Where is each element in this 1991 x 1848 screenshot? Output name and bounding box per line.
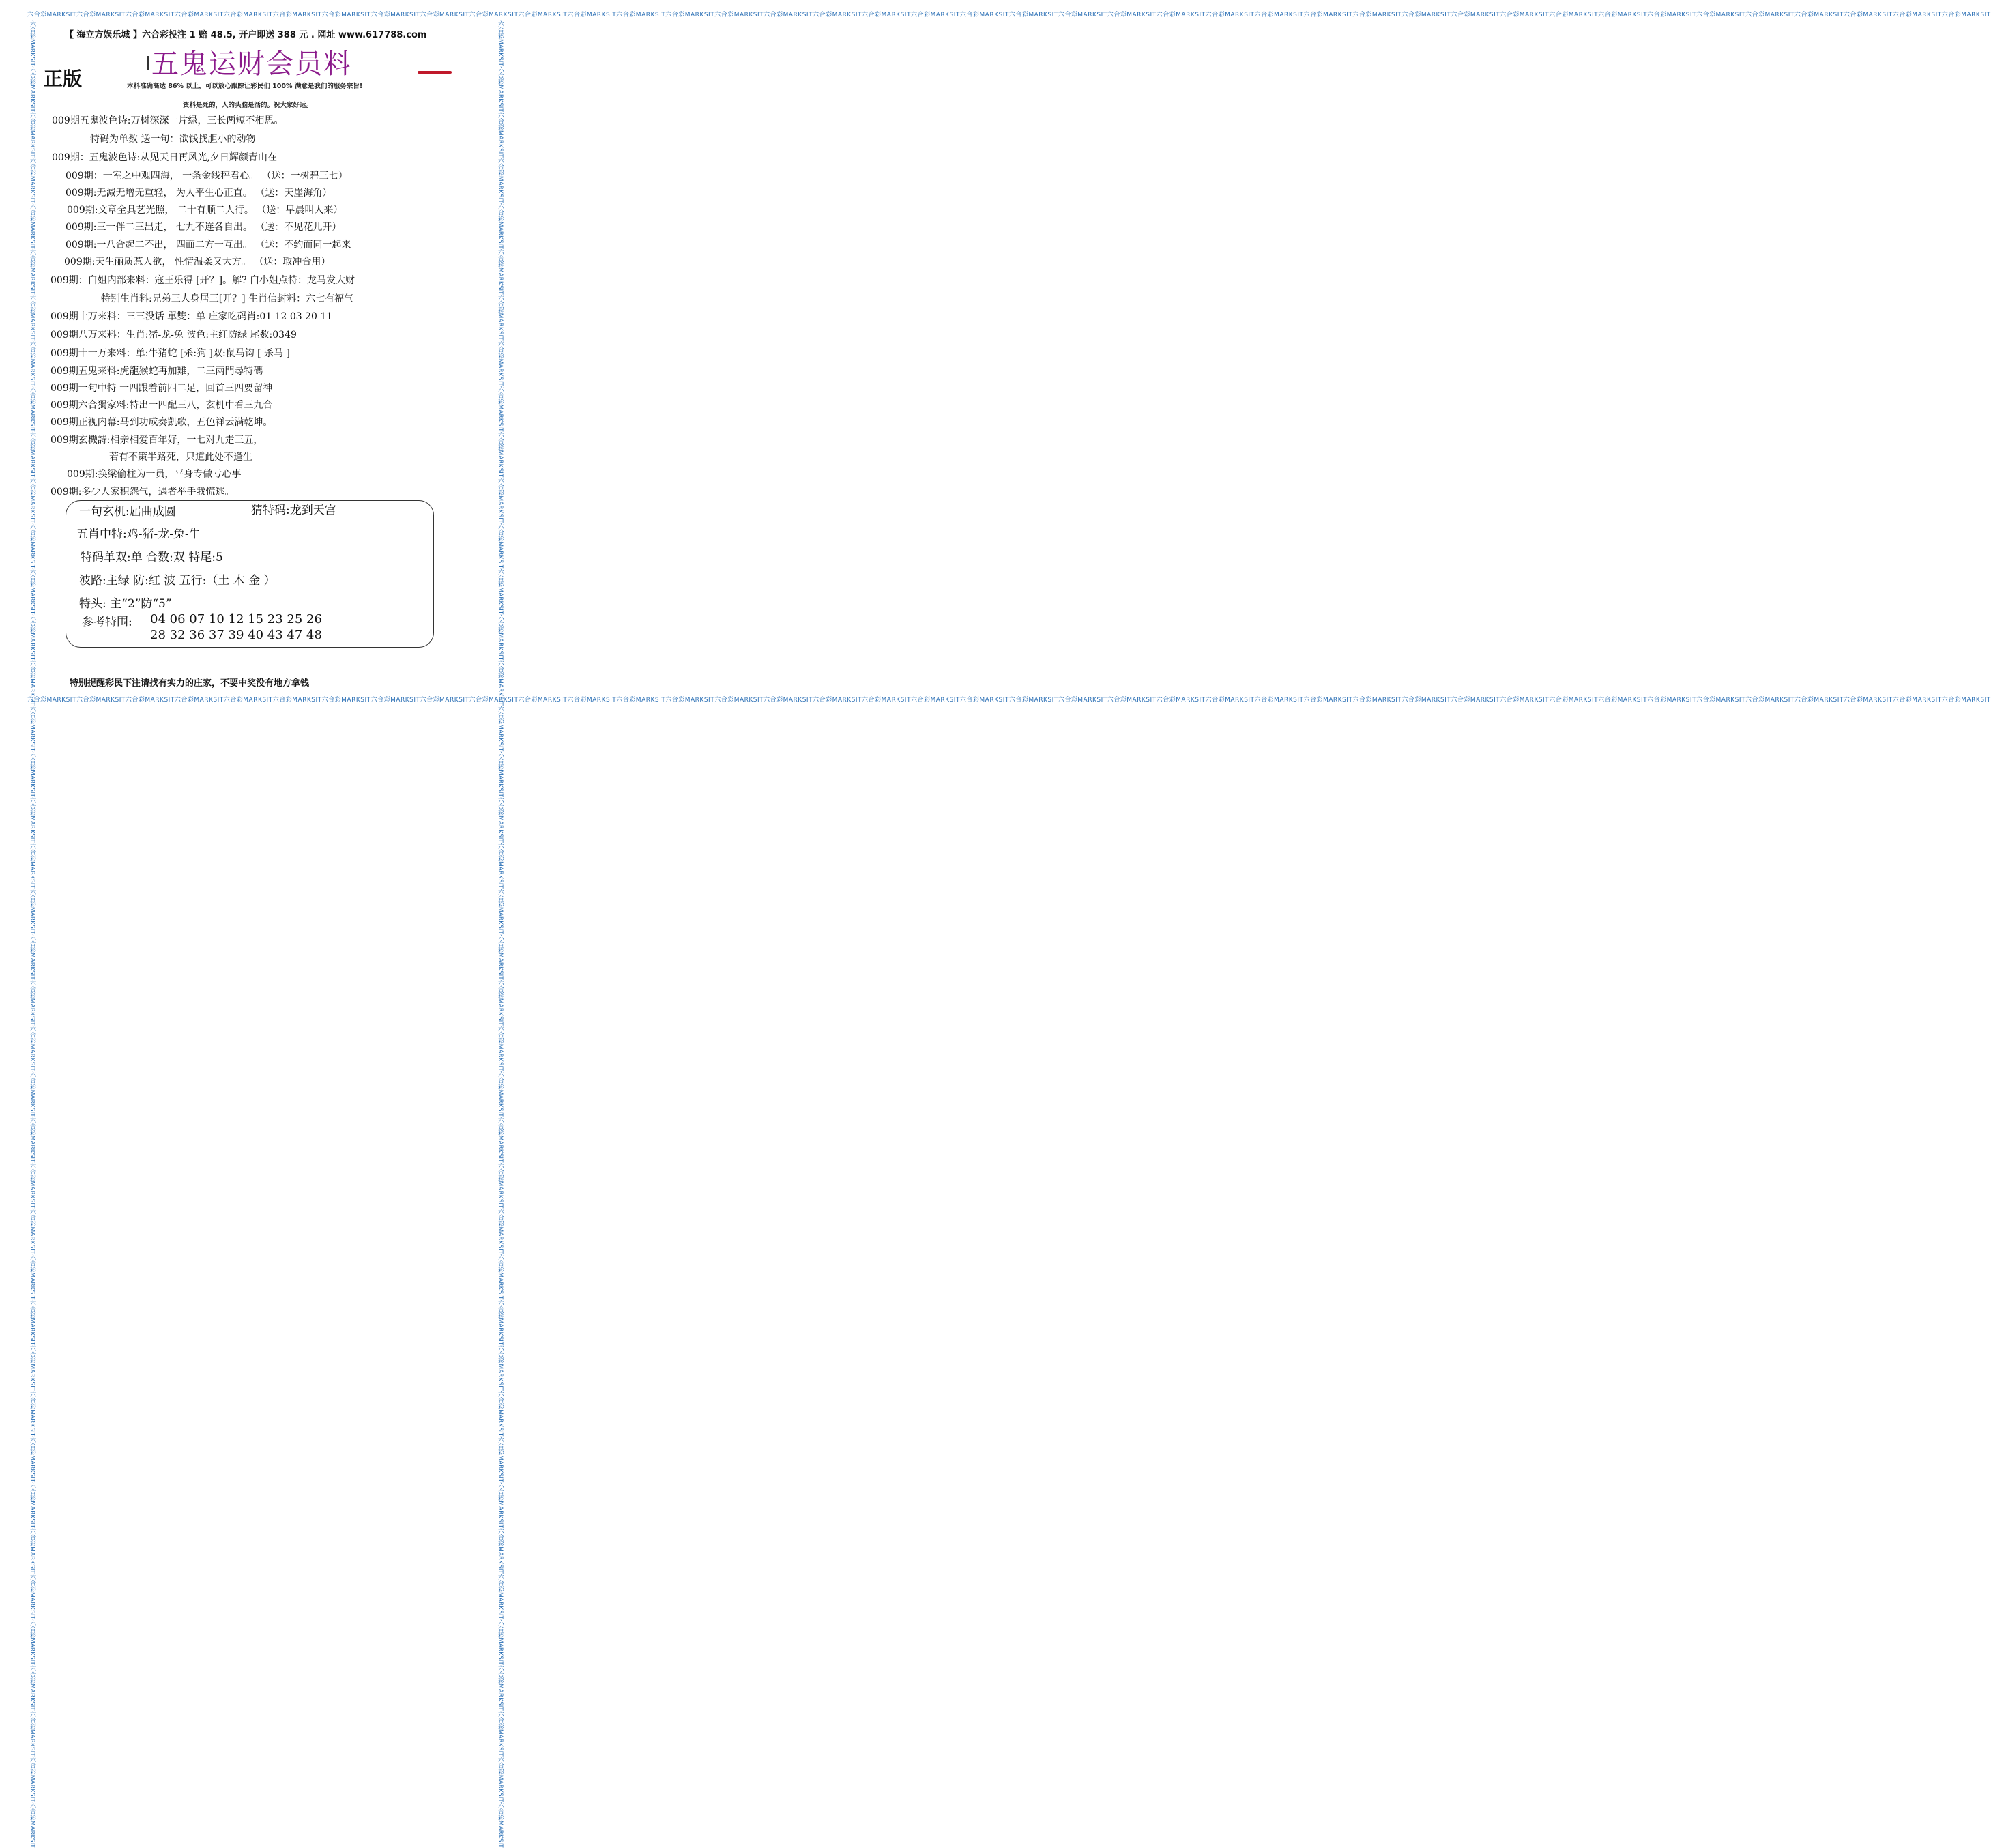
line: 特码为单数 送一句：欲钱找胆小的动物 [90,134,256,145]
genuine-badge: 正版 [44,68,83,90]
top-ad: 【 海立方娱乐城 】六合彩投注 1 赔 48.5, 开户即送 388 元 . 网址 www.617788.com [65,30,427,40]
line: 009期:换梁偷柱为一员，平身专做亏心事 [67,469,242,480]
line: 009期:一八合起二不出， 四面二方一互出。 （送：不约而同一起来 [66,240,351,250]
border-top: 六合彩MARKSIT六合彩MARKSIT六合彩MARKSIT六合彩MARKSIT六合彩MARKSIT六合彩MARKSIT六合彩MARKSIT六合彩MARKSIT六合彩MARKSIT六合彩MARKSIT六合彩MARKSIT六合彩MARKSIT六合彩MARKSIT六合彩MARKSIT六合彩MARKSIT六合彩MARKSIT六合彩MARKSIT六合彩MARKSIT六合彩MARKSIT六合彩MARKSIT六合彩MARKSIT六合彩MARKSIT六合彩MARKSIT六合彩MARKSIT六合彩MARKSIT六合彩MARKSIT六合彩MARKSIT六合彩MARKSIT六合彩MARKSIT六合彩MARKSIT六合彩MARKSIT六合彩MARKSIT六合彩MARKSIT六合彩MARKSIT六合彩MARKSIT六合彩MARKSIT六合彩MARKSIT六合彩MARKSIT六合彩MARKSIT六合彩MARKSIT [27,12,1991,18]
line: 009期五鬼波色诗:万树深深一片绿，三长两短不相思。 [52,115,284,126]
box-wuxiao: 五肖中特:鸡-猪-龙-兔-牛 [76,528,201,541]
box-caite: 猜特码:龙到天宫 [251,504,336,517]
box-tetou: 特头: 主“2”防“5” [79,597,172,611]
border-right: 六合彩MARKSIT六合彩MARKSIT六合彩MARKSIT六合彩MARKSIT六合彩MARKSIT六合彩MARKSIT六合彩MARKSIT六合彩MARKSIT六合彩MARKSIT六合彩MARKSIT六合彩MARKSIT六合彩MARKSIT六合彩MARKSIT六合彩MARKSIT六合彩MARKSIT六合彩MARKSIT六合彩MARKSIT六合彩MARKSIT六合彩MARKSIT六合彩MARKSIT六合彩MARKSIT六合彩MARKSIT六合彩MARKSIT六合彩MARKSIT六合彩MARKSIT六合彩MARKSIT六合彩MARKSIT六合彩MARKSIT六合彩MARKSIT六合彩MARKSIT六合彩MARKSIT六合彩MARKSIT六合彩MARKSIT六合彩MARKSIT六合彩MARKSIT六合彩MARKSIT六合彩MARKSIT六合彩MARKSIT六合彩MARKSIT六合彩MARKSIT [497,20,504,1848]
slogan-luck: 资料是死的，人的头脑是活的。祝大家好运。 [183,102,313,109]
line: 009期玄機詩:相亲相爱百年好，一七对九走三五， [50,435,263,446]
red-swoosh [418,71,452,74]
slogan-accuracy: 本料准确高达 86% 以上，可以放心跟踪让彩民们 100% 满意是我们的服务宗旨! [127,83,363,90]
box-cankao-label: 参考特围: [82,616,132,629]
line: 009期十一万来料：单:牛猪蛇 [杀:狗 ]双:鼠马钩 [ 杀马 ] [50,348,290,359]
box-cankao-row2: 28 32 36 37 39 40 43 47 48 [150,628,322,642]
box-bolu: 波路:主绿 防:红 波 五行:（土 木 金 ） [79,574,276,588]
line: 009期六合獨家料:特出一四配三八，玄机中看三九合 [50,400,273,411]
border-left: 六合彩MARKSIT六合彩MARKSIT六合彩MARKSIT六合彩MARKSIT六合彩MARKSIT六合彩MARKSIT六合彩MARKSIT六合彩MARKSIT六合彩MARKSIT六合彩MARKSIT六合彩MARKSIT六合彩MARKSIT六合彩MARKSIT六合彩MARKSIT六合彩MARKSIT六合彩MARKSIT六合彩MARKSIT六合彩MARKSIT六合彩MARKSIT六合彩MARKSIT六合彩MARKSIT六合彩MARKSIT六合彩MARKSIT六合彩MARKSIT六合彩MARKSIT六合彩MARKSIT六合彩MARKSIT六合彩MARKSIT六合彩MARKSIT六合彩MARKSIT六合彩MARKSIT六合彩MARKSIT六合彩MARKSIT六合彩MARKSIT六合彩MARKSIT六合彩MARKSIT六合彩MARKSIT六合彩MARKSIT六合彩MARKSIT六合彩MARKSIT [29,20,35,1848]
line: 009期:天生丽质惹人欲， 性情温柔又大方。 （送：取冲合用） [64,257,331,268]
line: 009期十万来料：三三没话 單雙：单 庄家吃码肖:01 12 03 20 11 [50,311,333,322]
box-xuanji: 一句玄机:屈曲成圆 [79,505,176,519]
footer-reminder: 特别提醒彩民下注请找有实力的庄家，不要中奖没有地方拿钱 [70,678,310,689]
box-danshuang: 特码单双:单 合数:双 特尾:5 [81,551,223,564]
line: 009期:多少人家积怨气，遇者举手我慌逃。 [50,487,235,497]
line: 009期：白姐内部来料：寇王乐得 [开？]。解? 白小姐点特：龙马发大财 [50,275,355,286]
line: 009期：五鬼波色诗:从见天日再风光,夕日辉颜青山在 [52,152,277,163]
line: 009期:三一伴二三出走， 七九不连各自出。 （送：不见花儿开） [66,222,342,233]
line: 009期:无減无增无重轻， 为人平生心正直。 （送：天崖海角） [66,188,332,199]
line: 009期:文章全具艺光照， 二十有顺二人行。 （送：早晨叫人来） [67,205,343,216]
line: 009期：一室之中观四海， 一条金线秤君心。 （送：一树碧三七） [66,171,348,182]
box-cankao-row1: 04 06 07 10 12 15 23 25 26 [150,612,322,626]
line: 009期正视内幕:马到功成奏凱歌，五色祥云满乾坤。 [50,417,273,428]
page-title: 五鬼运财会员料 [151,48,352,80]
line: 009期一句中特 一四跟着前四二足，回首三四要留神 [50,383,273,394]
line: 009期五鬼来料:虎龍猴蛇再加雞，二三兩門尋特碼 [50,366,263,377]
line: 特别生肖料:兄弟三人身居三[开？] 生肖信封料：六七有福气 [101,293,354,304]
border-bottom: 六合彩MARKSIT六合彩MARKSIT六合彩MARKSIT六合彩MARKSIT六合彩MARKSIT六合彩MARKSIT六合彩MARKSIT六合彩MARKSIT六合彩MARKSIT六合彩MARKSIT六合彩MARKSIT六合彩MARKSIT六合彩MARKSIT六合彩MARKSIT六合彩MARKSIT六合彩MARKSIT六合彩MARKSIT六合彩MARKSIT六合彩MARKSIT六合彩MARKSIT六合彩MARKSIT六合彩MARKSIT六合彩MARKSIT六合彩MARKSIT六合彩MARKSIT六合彩MARKSIT六合彩MARKSIT六合彩MARKSIT六合彩MARKSIT六合彩MARKSIT六合彩MARKSIT六合彩MARKSIT六合彩MARKSIT六合彩MARKSIT六合彩MARKSIT六合彩MARKSIT六合彩MARKSIT六合彩MARKSIT六合彩MARKSIT六合彩MARKSIT [27,697,1991,704]
title-bar [147,56,149,70]
line: 若有不策半路死，只道此处不逢生 [109,452,252,463]
line: 009期八万来料：生肖:猪-龙-兔 波色:主红防绿 尾数:0349 [50,330,297,341]
